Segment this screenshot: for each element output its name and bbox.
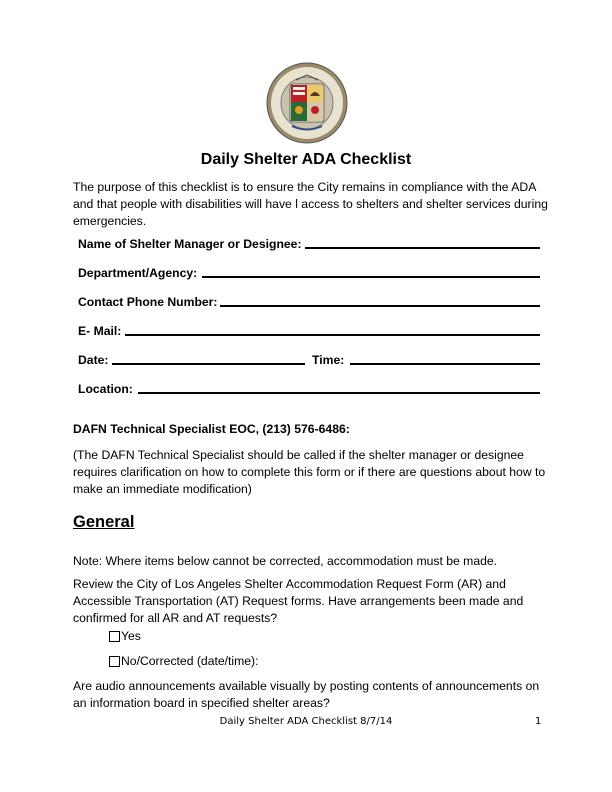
manager-label: Name of Shelter Manager or Designee: xyxy=(78,237,302,251)
general-heading: General xyxy=(73,513,135,531)
time-field[interactable] xyxy=(350,363,540,365)
phone-field[interactable] xyxy=(220,305,540,307)
dafn-note: (The DAFN Technical Specialist should be called if the shelter manager or designee requires clarification on how to complete this form or if there are questions about how to make an immediate modification) xyxy=(73,448,546,496)
dafn-heading: DAFN Technical Specialist EOC, (213) 576-6486: xyxy=(73,422,350,436)
option-yes-label: Yes xyxy=(121,629,141,643)
page-number: 1 xyxy=(535,716,542,727)
question-ar-at: Review the City of Los Angeles Shelter Accommodation Request Form (AR) and Accessible Transportation (AT) Request forms. Have arrangements been made and confirmed for all AR and AT requests? xyxy=(73,577,524,625)
question-audio-announcements: Are audio announcements available visually by posting contents of announcements on an information board in specified shelter areas? xyxy=(73,679,540,710)
email-field[interactable] xyxy=(125,334,540,336)
checkbox-yes[interactable] xyxy=(109,631,120,642)
manager-field[interactable] xyxy=(305,247,540,249)
department-label: Department/Agency: xyxy=(78,266,198,280)
option-yes[interactable] xyxy=(109,629,141,643)
footer-text: Daily Shelter ADA Checklist 8/7/14 xyxy=(219,716,393,727)
page-title: Daily Shelter ADA Checklist xyxy=(200,151,412,168)
checkbox-no-corrected[interactable] xyxy=(109,656,120,667)
date-label: Date: xyxy=(78,353,109,367)
location-field[interactable] xyxy=(138,392,540,394)
date-field[interactable] xyxy=(112,363,305,365)
time-label: Time: xyxy=(312,353,345,367)
department-field[interactable] xyxy=(202,276,540,278)
location-label: Location: xyxy=(78,382,133,396)
option-no-corrected[interactable] xyxy=(109,654,259,668)
option-no-corrected-label: No/Corrected (date/time): xyxy=(121,654,259,668)
intro-paragraph: The purpose of this checklist is to ensure the City remains in compliance with the ADA and that people with disabilities will have l access to shelters and shelter services during emergencies. xyxy=(73,180,548,228)
general-note: Note: Where items below cannot be corrected, accommodation must be made. xyxy=(73,554,498,568)
email-label: E- Mail: xyxy=(78,324,122,338)
phone-label: Contact Phone Number: xyxy=(78,295,218,309)
city-seal-logo xyxy=(266,62,348,144)
